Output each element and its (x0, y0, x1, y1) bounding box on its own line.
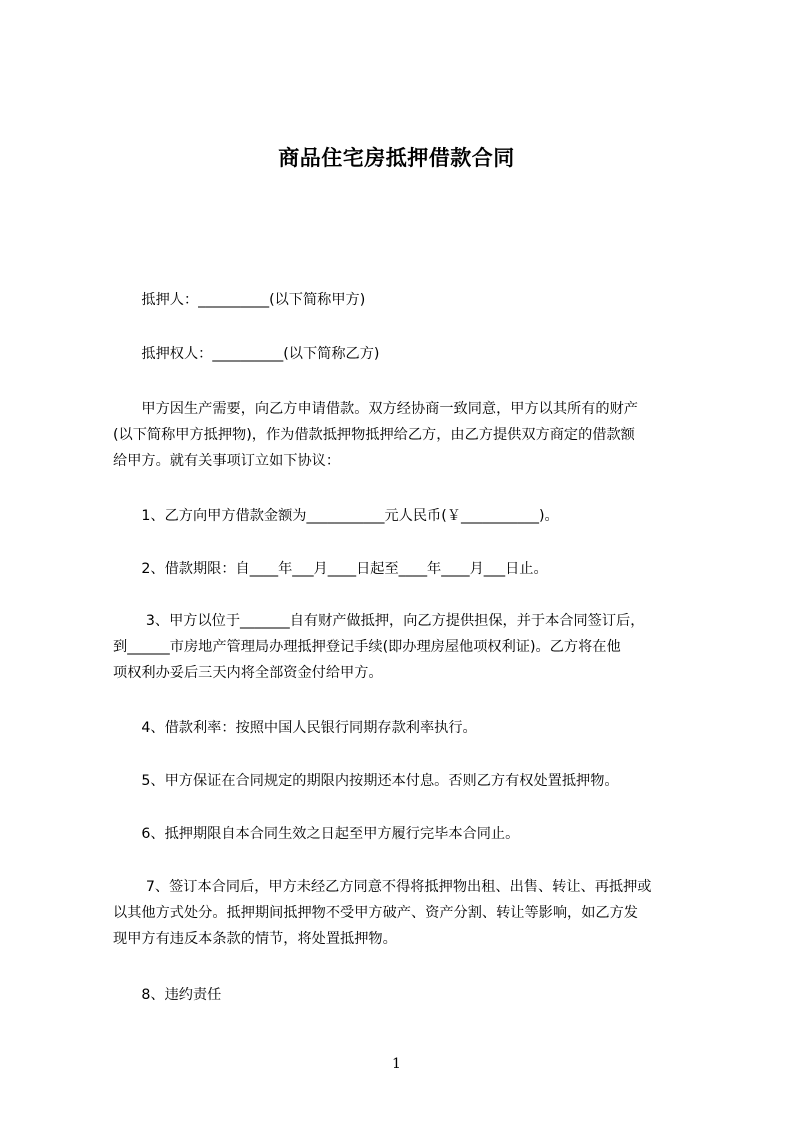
text-line: 甲方因生产需要，向乙方申请借款。双方经协商一致同意，甲方以其所有的财产 (113, 401, 638, 417)
preamble-paragraph (113, 396, 705, 474)
clause-1-paragraph (113, 503, 705, 529)
page-number: 1 (392, 1056, 401, 1072)
clause-8-paragraph (113, 982, 705, 1008)
clause-3-paragraph (113, 608, 705, 686)
text-line: 4、借款利率：按照中国人民银行同期存款利率执行。 (113, 720, 477, 736)
clause-6-paragraph (113, 821, 705, 847)
clause-2-paragraph (113, 556, 705, 582)
text-line: 3、甲方以位于_______自有财产做抵押，向乙方提供担保，并于本合同签订后， (113, 613, 645, 629)
text-line: 抵押人：__________(以下简称甲方) (113, 292, 366, 308)
text-line: 现甲方有违反本条款的情节，将处置抵押物。 (113, 931, 397, 947)
text-line: 1、乙方向甲方借款金额为___________元人民币(￥___________)。 (113, 508, 559, 524)
text-line: 项权利办妥后三天内将全部资金付给甲方。 (113, 665, 383, 681)
text-line: 5、甲方保证在合同规定的期限内按期还本付息。否则乙方有权处置抵押物。 (113, 773, 619, 789)
clause-7-paragraph (113, 874, 705, 952)
mortgagor-line (113, 287, 705, 313)
text-line: 给甲方。就有关事项订立如下协议： (113, 453, 341, 469)
text-line: (以下简称甲方抵押物)，作为借款抵押物抵押给乙方，由乙方提供双方商定的借款额 (113, 427, 635, 443)
mortgagee-line (113, 341, 705, 367)
text-line: 抵押权人：__________(以下简称乙方) (113, 346, 380, 362)
text-line: 以其他方式处分。抵押期间抵押物不受甲方破产、资产分割、转让等影响，如乙方发 (113, 905, 638, 921)
text-line: 2、借款期限：自____年___月____日起至____年____月___日止。 (113, 561, 548, 577)
text-line: 到______市房地产管理局办理抵押登记手续(即办理房屋他项权利证)。乙方将在他 (113, 639, 621, 655)
text-line: 8、违约责任 (113, 987, 222, 1003)
clause-5-paragraph (113, 768, 705, 794)
text-line: 6、抵押期限自本合同生效之日起至甲方履行完毕本合同止。 (113, 826, 520, 842)
text-line: 7、签订本合同后，甲方未经乙方同意不得将抵押物出租、出售、转让、再抵押或 (113, 879, 652, 895)
clause-4-paragraph (113, 715, 705, 741)
document-title: 商品住宅房抵押借款合同 (278, 146, 515, 170)
